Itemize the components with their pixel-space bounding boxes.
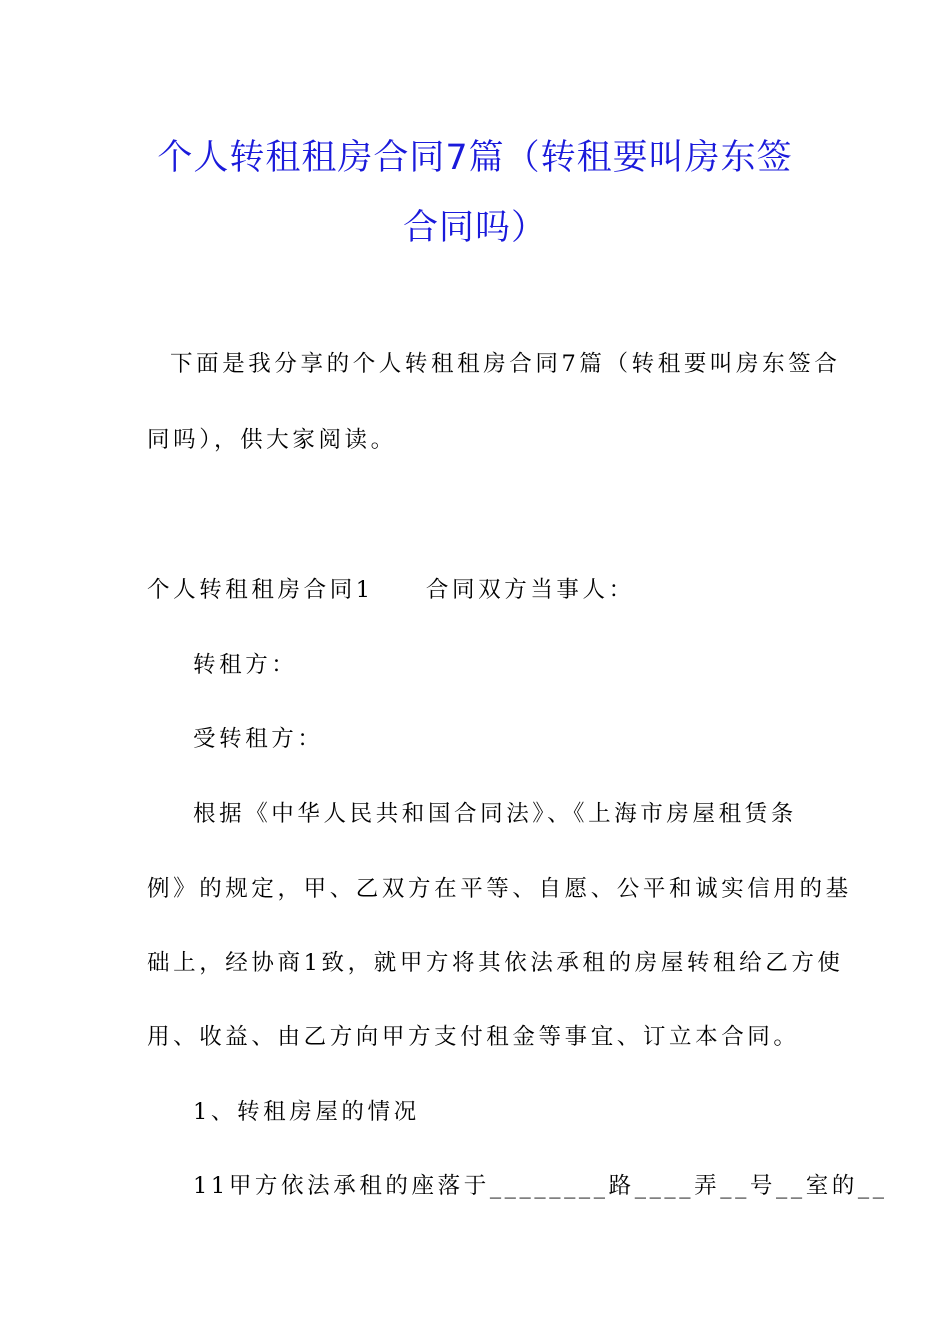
intro-paragraph-line-2: 同吗），供大家阅读。 (147, 427, 397, 453)
intro-paragraph-line-1: 下面是我分享的个人转租租房合同7篇（转租要叫房东签合 (170, 351, 841, 377)
document-title-line-2: 合同吗） (402, 208, 547, 248)
section-heading-contract-1: 个人转租租房合同1 合同双方当事人： (147, 577, 635, 603)
document-title-line-1: 个人转租租房合同7篇（转租要叫房东签 (157, 138, 793, 178)
clause-heading: 1、转租房屋的情况 (193, 1099, 420, 1125)
sublessee-label: 受转租方： (193, 726, 324, 752)
paragraph-line: 础上，经协商1致，就甲方将其依法承租的房屋转租给乙方使 (147, 950, 844, 976)
paragraph-line: 用、收益、由乙方向甲方支付租金等事宜、订立本合同。 (147, 1024, 800, 1050)
sublessor-label: 转租方： (193, 652, 298, 678)
clause-text: 11甲方依法承租的座落于________路____弄__号__室的__ (193, 1173, 888, 1199)
paragraph-line: 根据《中华人民共和国合同法》、《上海市房屋租赁条 (193, 801, 797, 827)
paragraph-line: 例》的规定，甲、乙双方在平等、自愿、公平和诚实信用的基 (147, 876, 852, 902)
